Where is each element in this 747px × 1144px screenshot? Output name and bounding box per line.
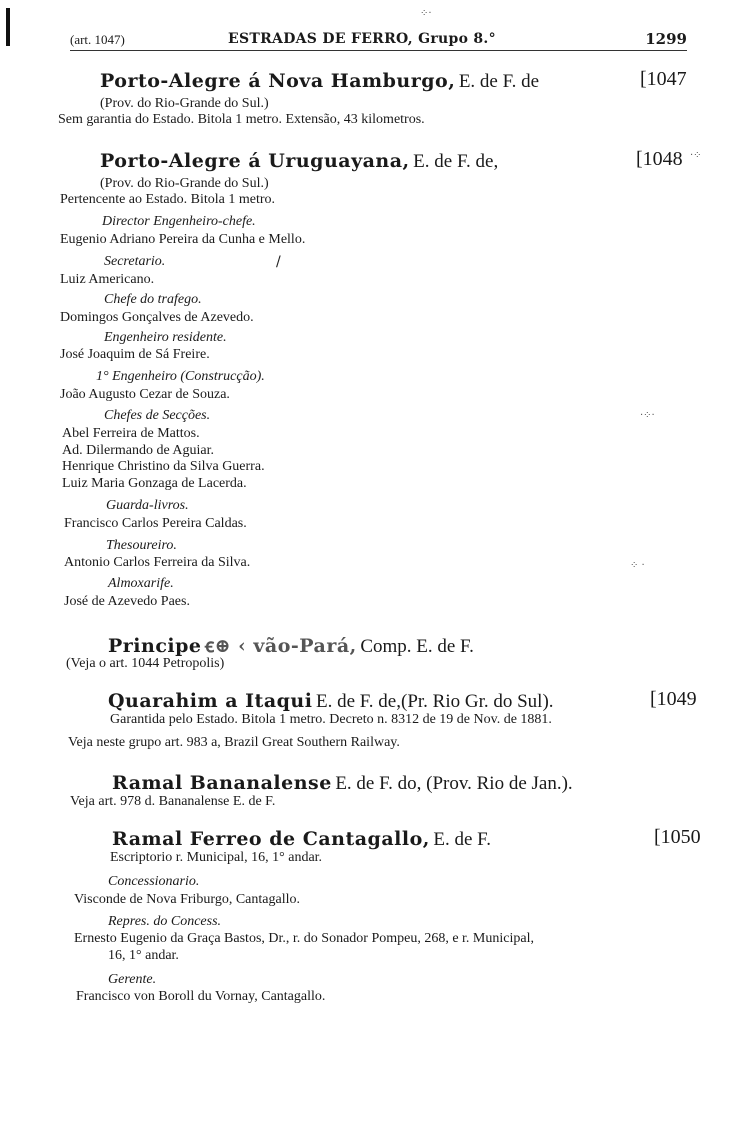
role-label: Secretario.: [104, 254, 166, 269]
entry-line: (Veja o art. 1044 Petropolis): [66, 656, 225, 671]
entry-title: Porto-Alegre á Nova Hamburgo,: [100, 70, 456, 92]
entry-bananalense-heading: [112, 772, 573, 795]
entry-title: Quarahim a Itaqui: [108, 690, 313, 712]
entry-line: Pertencente ao Estado. Bitola 1 metro.: [60, 192, 275, 207]
person-name: Luiz Americano.: [60, 272, 155, 287]
entry-1048-heading: [100, 150, 498, 173]
person-name: Eugenio Adriano Pereira da Cunha e Mello.: [60, 232, 306, 247]
entry-line: Escriptorio r. Municipal, 16, 1° andar.: [110, 850, 323, 865]
entry-line: Garantida pelo Estado. Bitola 1 metro. Decreto n. 8312 de 19 de Nov. de 1881.: [110, 712, 552, 727]
role-label: Concessionario.: [108, 874, 200, 889]
header-section-title: ESTRADAS DE FERRO, Grupo 8.°: [228, 31, 496, 47]
entry-title: Principe: [108, 635, 202, 657]
entry-number: [1049: [650, 688, 697, 710]
header-article-ref: (art. 1047): [70, 32, 125, 47]
entry-title-tail: E. de F.: [433, 829, 491, 850]
entry-title-tail: E. de F. de,: [413, 151, 499, 172]
pen-mark: /: [276, 254, 281, 270]
entry-line: (Prov. do Rio-Grande do Sul.): [100, 176, 269, 191]
person-name: José de Azevedo Paes.: [64, 594, 190, 609]
person-name: Francisco von Boroll du Vornay, Cantagallo.: [76, 989, 326, 1004]
entry-title: Ramal Ferreo de Cantagallo,: [112, 828, 430, 850]
scan-speck: ⁘·: [420, 8, 432, 19]
person-name: Luiz Maria Gonzaga de Lacerda.: [62, 476, 247, 491]
person-name: Henrique Christino da Silva Guerra.: [62, 459, 265, 474]
entry-title-tail: E. de F. do, (Prov. Rio de Jan.).: [335, 773, 573, 794]
entry-title-tail: E. de F. de: [458, 71, 540, 92]
role-label: Chefes de Secções.: [104, 408, 211, 423]
entry-number: [1050: [654, 826, 701, 848]
person-name: José Joaquim de Sá Freire.: [60, 347, 210, 362]
entry-title: Porto-Alegre á Uruguayana,: [100, 150, 410, 172]
entry-title-tail: Comp. E. de F.: [360, 636, 474, 657]
entry-number: [1047: [640, 68, 687, 90]
person-name: Domingos Gonçalves de Azevedo.: [60, 310, 254, 325]
scan-speck: ·⁘·: [640, 410, 655, 421]
entry-title-damaged: ꞓ⊕ ‹ vão-Pará,: [205, 635, 357, 657]
role-label: Repres. do Concess.: [108, 914, 222, 929]
role-label: Director Engenheiro-chefe.: [102, 214, 256, 229]
person-name: 16, 1° andar.: [108, 948, 179, 963]
role-label: Chefe do trafego.: [104, 292, 202, 307]
entry-1047-heading: [100, 70, 539, 93]
entry-number: [1048: [636, 148, 683, 170]
role-label: 1° Engenheiro (Construcção).: [96, 369, 265, 384]
role-label: Gerente.: [108, 972, 157, 987]
binding-mark: [6, 8, 10, 46]
role-label: Thesoureiro.: [106, 538, 177, 553]
person-name: Abel Ferreira de Mattos.: [62, 426, 200, 441]
entry-1049-heading: [108, 690, 554, 713]
entry-line: Sem garantia do Estado. Bitola 1 metro. Extensão, 43 kilometros.: [58, 112, 425, 127]
person-name: Visconde de Nova Friburgo, Cantagallo.: [74, 892, 300, 907]
entry-title-tail: E. de F. de,(Pr. Rio Gr. do Sul).: [315, 691, 554, 712]
person-name: Antonio Carlos Ferreira da Silva.: [64, 555, 251, 570]
page-header: [70, 30, 687, 52]
person-name: João Augusto Cezar de Souza.: [60, 387, 230, 402]
entry-title: Ramal Bananalense: [112, 772, 332, 794]
page-number: 1299: [645, 30, 687, 48]
entry-line: (Prov. do Rio-Grande do Sul.): [100, 96, 269, 111]
scan-speck: ·⁘: [690, 150, 702, 161]
entry-1050-heading: [112, 828, 491, 851]
role-label: Guarda-livros.: [106, 498, 189, 513]
role-label: Almoxarife.: [108, 576, 174, 591]
person-name: Ad. Dilermando de Aguiar.: [62, 443, 215, 458]
person-name: Ernesto Eugenio da Graça Bastos, Dr., r. do Sonador Pompeu, 268, e r. Municipal,: [74, 931, 534, 946]
scan-speck: ⁘ ·: [630, 560, 645, 571]
header-rule: [70, 50, 687, 51]
person-name: Francisco Carlos Pereira Caldas.: [64, 516, 247, 531]
entry-line: Veja art. 978 d. Bananalense E. de F.: [70, 794, 276, 809]
entry-line: Veja neste grupo art. 983 a, Brazil Great Southern Railway.: [68, 735, 400, 750]
entry-principe-heading: [108, 632, 474, 658]
role-label: Engenheiro residente.: [104, 330, 227, 345]
